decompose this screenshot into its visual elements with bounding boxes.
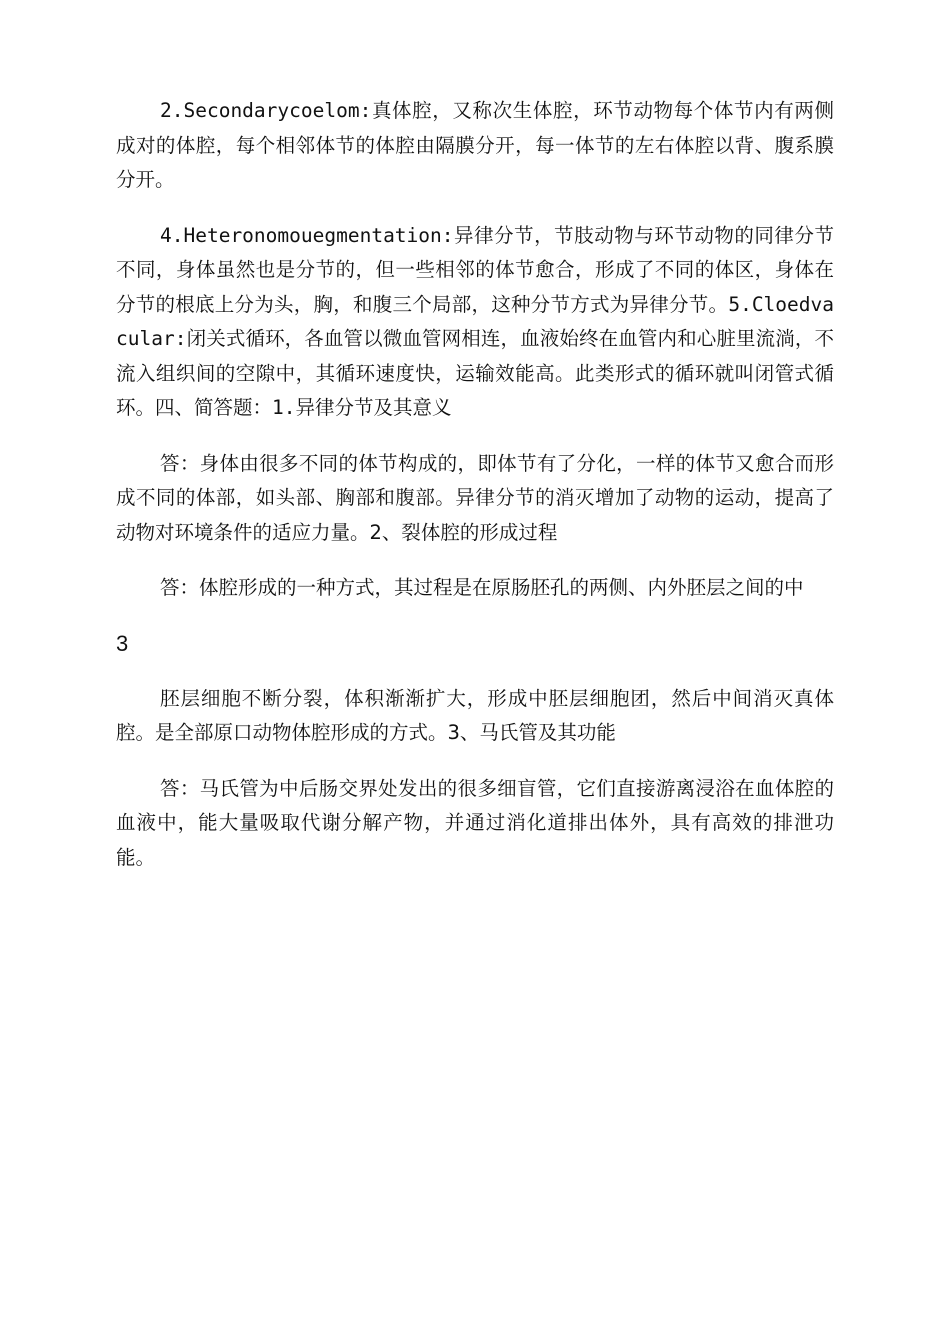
- item-number: 4.: [160, 223, 184, 247]
- page-number: 3: [116, 630, 129, 656]
- definition-text: 闭关式循环，各血管以微血管网相连，血液始终在血管内和心脏里流淌，不流入组织间的空隙中，其循环速度快，运输效能高。此类形式的循环就叫闭管式循环。四、简答题：: [116, 327, 834, 419]
- term-cloedvacular: Cloedvacular:: [116, 292, 834, 350]
- answer-text: 答：体腔形成的一种方式，其过程是在原肠胚孔的两侧、内外胚层之间的中: [160, 576, 804, 599]
- paragraph-continuation: [116, 682, 834, 751]
- item-number: 2.: [160, 99, 184, 122]
- definition-text: 异律分节，节肢动物与环节动物的同律分节不同，身体虽然也是分节的，但一些相邻的体节愈合，形成了不同的体区，身体在分节的根底上分为头，胸，和腹三个局部，这种分节方式为异律分节。: [116, 223, 834, 316]
- item-number: 5.: [728, 292, 752, 316]
- paragraph-answer-3: [116, 772, 834, 876]
- term-heteronomouegmentation: Heteronomouegmentation:: [183, 223, 454, 247]
- question-text: 异律分节及其意义: [295, 396, 452, 419]
- document-page: [116, 94, 834, 875]
- paragraph-answer-2: [116, 571, 834, 606]
- paragraph-secondary-coelom: [116, 94, 834, 198]
- body-text: 胚层细胞不断分裂，体积渐渐扩大，形成中胚层细胞团，然后中间消灭真体腔。是全部原口动物体腔形成的方式。3、马氏管及其功能: [116, 686, 834, 744]
- paragraph-answer-1: [116, 447, 834, 551]
- answer-text: 答：身体由很多不同的体节构成的，即体节有了分化，一样的体节又愈合而形成不同的体部，如头部、胸部和腹部。异律分节的消灭增加了动物的运动，提高了动物对环境条件的适应力量。2、裂体腔的形成过程: [116, 451, 834, 544]
- definition-text: 真体腔，又称次生体腔，环节动物每个体节内有两侧成对的体腔，每个相邻体节的体腔由隔膜分开，每一体节的左右体腔以背、腹系膜分开。: [116, 99, 834, 191]
- paragraph-heteronomous-segmentation: [116, 219, 834, 426]
- item-number: 1.: [272, 396, 296, 419]
- term-secondarycoelom: Secondarycoelom:: [183, 99, 372, 122]
- answer-text: 答：马氏管为中后肠交界处发出的很多细盲管，它们直接游离浸浴在血体腔的血液中，能大量吸取代谢分解产物，并通过消化道排出体外，具有高效的排泄功能。: [116, 776, 834, 869]
